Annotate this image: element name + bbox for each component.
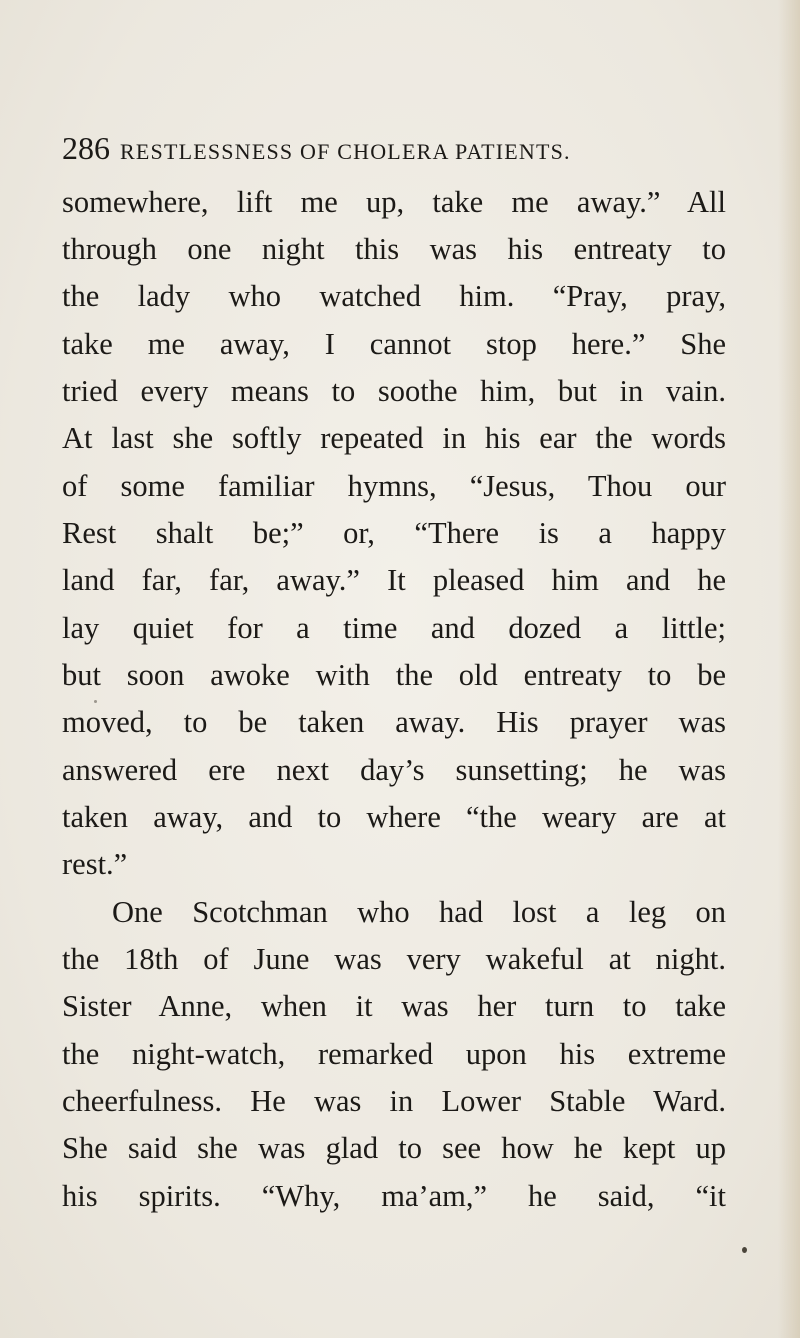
ink-speck [742,1247,747,1253]
paragraph-first-line: One Scotchman who had lost a leg on [112,895,726,929]
text-line: cheerfulness. He was in Lower Stable Ward. [62,1084,726,1118]
text-line: take me away, I cannot stop here.” She [62,327,726,361]
text-line: the 18th of June was very wakeful at night. [62,942,726,976]
text-line: Sister Anne, when it was her turn to take [62,989,726,1023]
text-line: through one night this was his entreaty to [62,232,726,266]
text-line: the lady who watched him. “Pray, pray, [62,279,726,313]
text-line: She said she was glad to see how he kept up [62,1131,726,1165]
text-line: but soon awoke with the old entreaty to be [62,658,726,692]
text-line: tried every means to soothe him, but in vain. [62,374,726,408]
page-edge-shadow [778,0,800,1338]
text-line: moved, to be taken away. His prayer was [62,705,726,739]
text-line: rest.” [62,847,128,881]
text-line: lay quiet for a time and dozed a little; [62,611,726,645]
running-head: RESTLESSNESS OF CHOLERA PATIENTS. [120,139,571,164]
text-line: the night-watch, remarked upon his extreme [62,1037,726,1071]
text-line: land far, far, away.” It pleased him and he [62,563,726,597]
text-line: of some familiar hymns, “Jesus, Thou our [62,469,726,503]
text-line: taken away, and to where “the weary are at [62,800,726,834]
page-header [62,130,682,164]
text-line: Rest shalt be;” or, “There is a happy [62,516,726,550]
text-line: answered ere next day’s sunsetting; he was [62,753,726,787]
text-line: somewhere, lift me up, take me away.” All [62,185,726,219]
ink-speck [94,700,97,703]
page-number: 286 [62,130,110,166]
text-line: At last she softly repeated in his ear the words [62,421,726,455]
text-line: his spirits. “Why, ma’am,” he said, “it [62,1179,726,1213]
